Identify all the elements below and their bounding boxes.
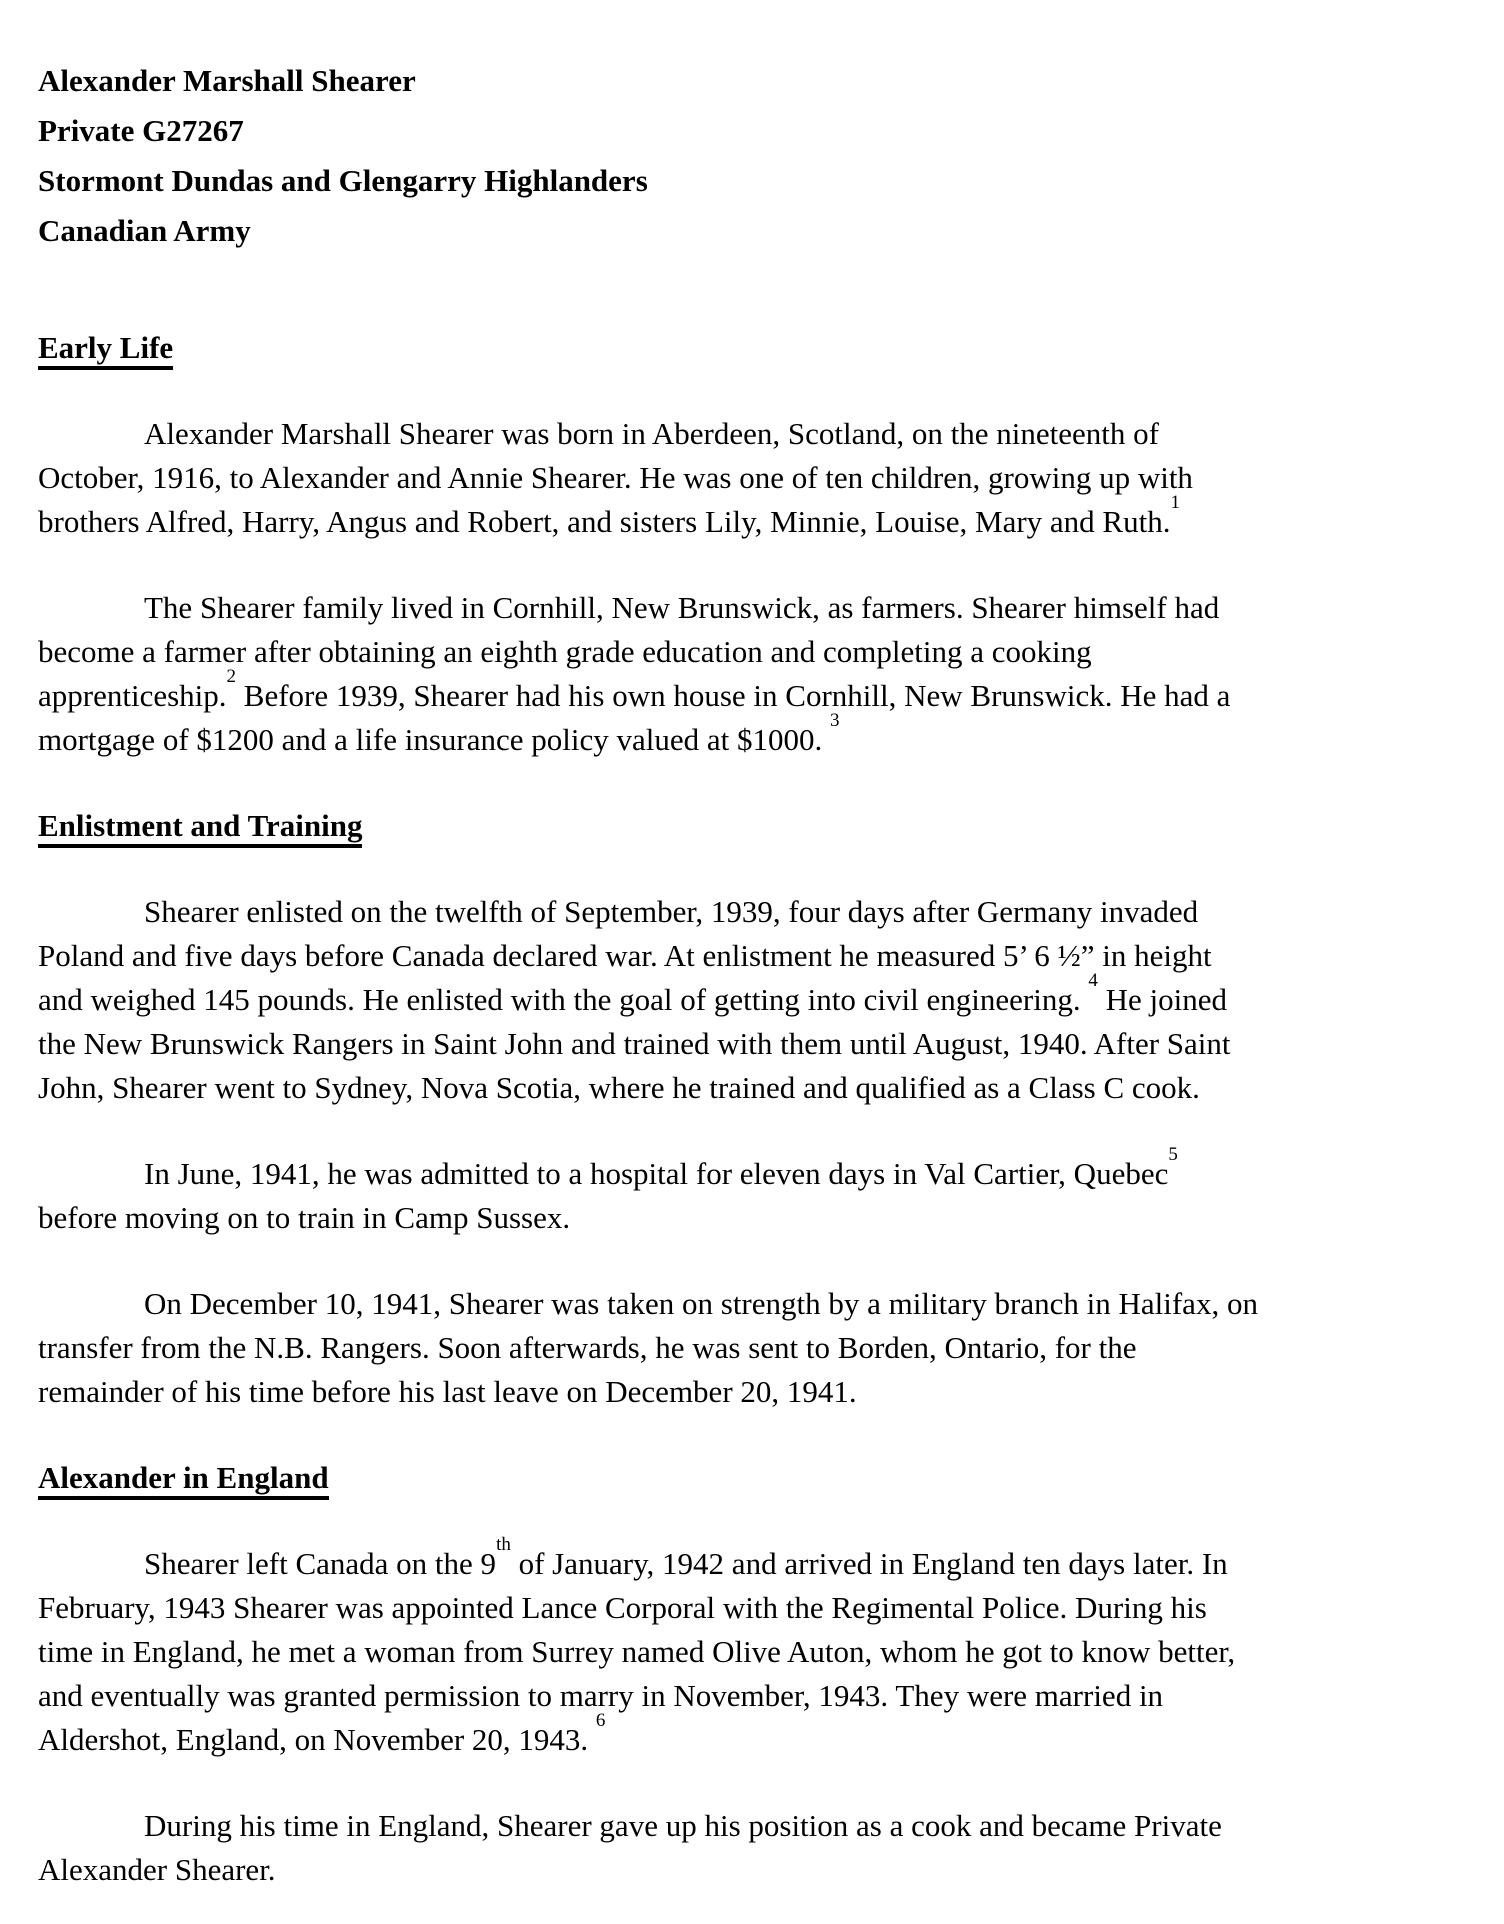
section xyxy=(38,326,1464,762)
section-heading-text: Alexander in England xyxy=(38,1460,329,1500)
text-line: and eventually was granted permission to marry in November, 1943. They were married in xyxy=(38,1678,1164,1713)
paragraph xyxy=(38,586,1464,762)
text-line: apprenticeship.$^2$ Before 1939, Shearer had his own house in Cornhill, New Brunswick. He had a xyxy=(38,665,1231,713)
text-line: In June, 1941, he was admitted to a hospital for eleven days in Val Cartier, Quebec$^5$ xyxy=(144,1143,1178,1191)
text-line: mortgage of $1200 and a life insurance policy valued at $1000. $^3$ xyxy=(38,709,840,757)
section-heading-text: Enlistment and Training xyxy=(38,808,362,848)
doc-header-line: Stormont Dundas and Glengarry Highlanders xyxy=(38,163,648,198)
superscript-ref: 6 xyxy=(595,1709,606,1731)
doc-header xyxy=(38,56,1464,256)
doc-body xyxy=(38,326,1464,1892)
text-line: become a farmer after obtaining an eighth grade education and completing a cooking xyxy=(38,634,1092,669)
text-line: time in England, he met a woman from Surrey named Olive Auton, whom he got to know better, xyxy=(38,1634,1236,1669)
section-heading xyxy=(38,1456,1464,1500)
text-line: Alexander Shearer. xyxy=(38,1852,276,1887)
paragraph xyxy=(38,1282,1464,1414)
superscript-ref: 4 xyxy=(1088,969,1098,991)
doc-header-line: Canadian Army xyxy=(38,213,251,248)
section-heading xyxy=(38,326,1464,370)
text-line: February, 1943 Shearer was appointed Lance Corporal with the Regimental Police. During his xyxy=(38,1590,1207,1625)
text-line: and weighed 145 pounds. He enlisted with the goal of getting into civil engineering. $^4$ He joined xyxy=(38,969,1227,1017)
text-line: before moving on to train in Camp Sussex. xyxy=(38,1200,571,1235)
superscript-ref: th xyxy=(496,1533,511,1555)
superscript-ref: 2 xyxy=(226,665,237,687)
paragraph xyxy=(38,890,1464,1110)
paragraph xyxy=(38,1533,1464,1762)
paragraph xyxy=(38,1804,1464,1892)
text-line: the New Brunswick Rangers in Saint John and trained with them until August, 1940. After Saint xyxy=(38,1026,1231,1061)
section-heading-text: Early Life xyxy=(38,330,173,370)
text-line: On December 10, 1941, Shearer was taken on strength by a military branch in Halifax, on xyxy=(144,1286,1258,1321)
text-line: remainder of his time before his last leave on December 20, 1941. xyxy=(38,1374,857,1409)
section-heading xyxy=(38,804,1464,848)
text-line: Poland and five days before Canada declared war. At enlistment he measured 5’ 6 ½” in height xyxy=(38,938,1212,973)
text-line: The Shearer family lived in Cornhill, New Brunswick, as farmers. Shearer himself had xyxy=(144,590,1220,625)
text-line: Shearer enlisted on the twelfth of September, 1939, four days after Germany invaded xyxy=(144,894,1199,929)
doc-header-line: Private G27267 xyxy=(38,113,244,148)
superscript-ref: 5 xyxy=(1168,1143,1178,1165)
section xyxy=(38,804,1464,1414)
section xyxy=(38,1456,1464,1892)
text-line: During his time in England, Shearer gave up his position as a cook and became Private xyxy=(144,1808,1222,1843)
paragraph xyxy=(38,412,1464,544)
doc-header-line: Alexander Marshall Shearer xyxy=(38,63,416,98)
superscript-ref: 1 xyxy=(1170,491,1180,513)
text-line: Aldershot, England, on November 20, 1943. $^6$ xyxy=(38,1709,606,1757)
text-line: October, 1916, to Alexander and Annie Shearer. He was one of ten children, growing up with xyxy=(38,460,1193,495)
text-line: John, Shearer went to Sydney, Nova Scotia, where he trained and qualified as a Class C cook. xyxy=(38,1070,1200,1105)
text-line: Alexander Marshall Shearer was born in Aberdeen, Scotland, on the nineteenth of xyxy=(144,416,1159,451)
paragraph xyxy=(38,1143,1464,1240)
text-line: transfer from the N.B. Rangers. Soon afterwards, he was sent to Borden, Ontario, for the xyxy=(38,1330,1137,1365)
text-line: Shearer left Canada on the 9th of January, 1942 and arrived in England ten days later. In xyxy=(144,1533,1228,1581)
superscript-ref: 3 xyxy=(829,709,840,731)
text-line: brothers Alfred, Harry, Angus and Robert, and sisters Lily, Minnie, Louise, Mary and Ruth.$^1$ xyxy=(38,491,1180,539)
